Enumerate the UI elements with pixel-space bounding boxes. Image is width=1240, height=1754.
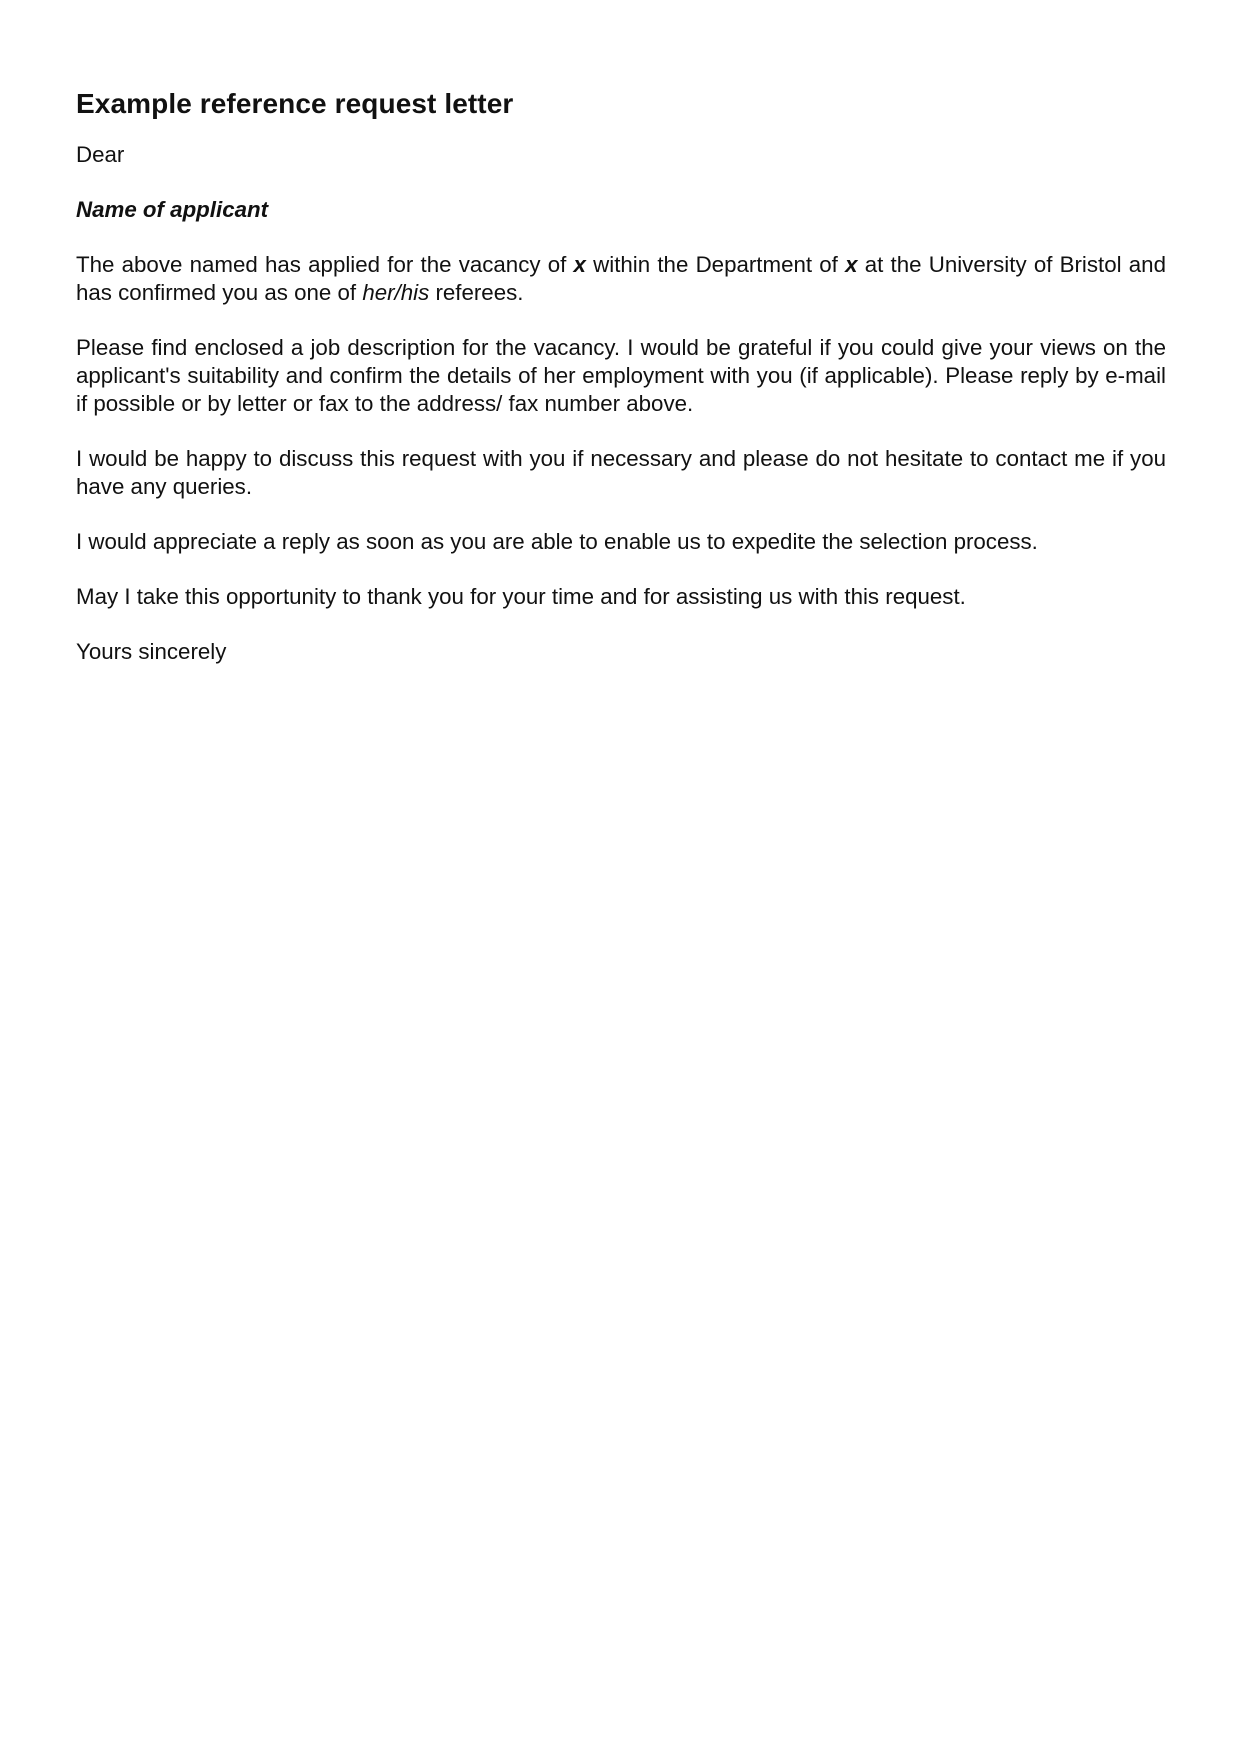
paragraph-discuss: I would be happy to discuss this request with you if necessary and please do not hesitate to contact me if you have any queries. (76, 446, 1166, 499)
paragraph-vacancy-text-3: at the University of Bristol and has confirmed you as one of (76, 252, 1166, 305)
paragraph-vacancy-text-2: within the Department of (585, 252, 846, 277)
pronoun-placeholder: her/his (362, 280, 430, 305)
paragraph-reply: I would appreciate a reply as soon as you are able to enable us to expedite the selection process. (76, 529, 1038, 554)
letter-title: Example reference request letter (76, 88, 514, 119)
letter-body (76, 86, 1166, 666)
paragraph-vacancy-text-1: The above named has applied for the vacancy of (76, 252, 574, 277)
paragraph-vacancy-text-4: referees. (429, 280, 524, 305)
vacancy-placeholder: x (573, 252, 586, 277)
closing: Yours sincerely (76, 639, 227, 664)
paragraph-vacancy (76, 251, 1166, 307)
department-placeholder: x (845, 252, 858, 277)
applicant-name-label: Name of applicant (76, 197, 269, 222)
paragraph-job-description: Please find enclosed a job description for the vacancy. I would be grateful if you could give your views on the applicant's suitability and confirm the details of her employment with you (if applicable). Please reply by e-mail if possible or by letter or fax to the address/ fax number above. (76, 335, 1166, 416)
greeting: Dear (76, 142, 125, 167)
paragraph-thanks: May I take this opportunity to thank you for your time and for assisting us with this request. (76, 584, 966, 609)
